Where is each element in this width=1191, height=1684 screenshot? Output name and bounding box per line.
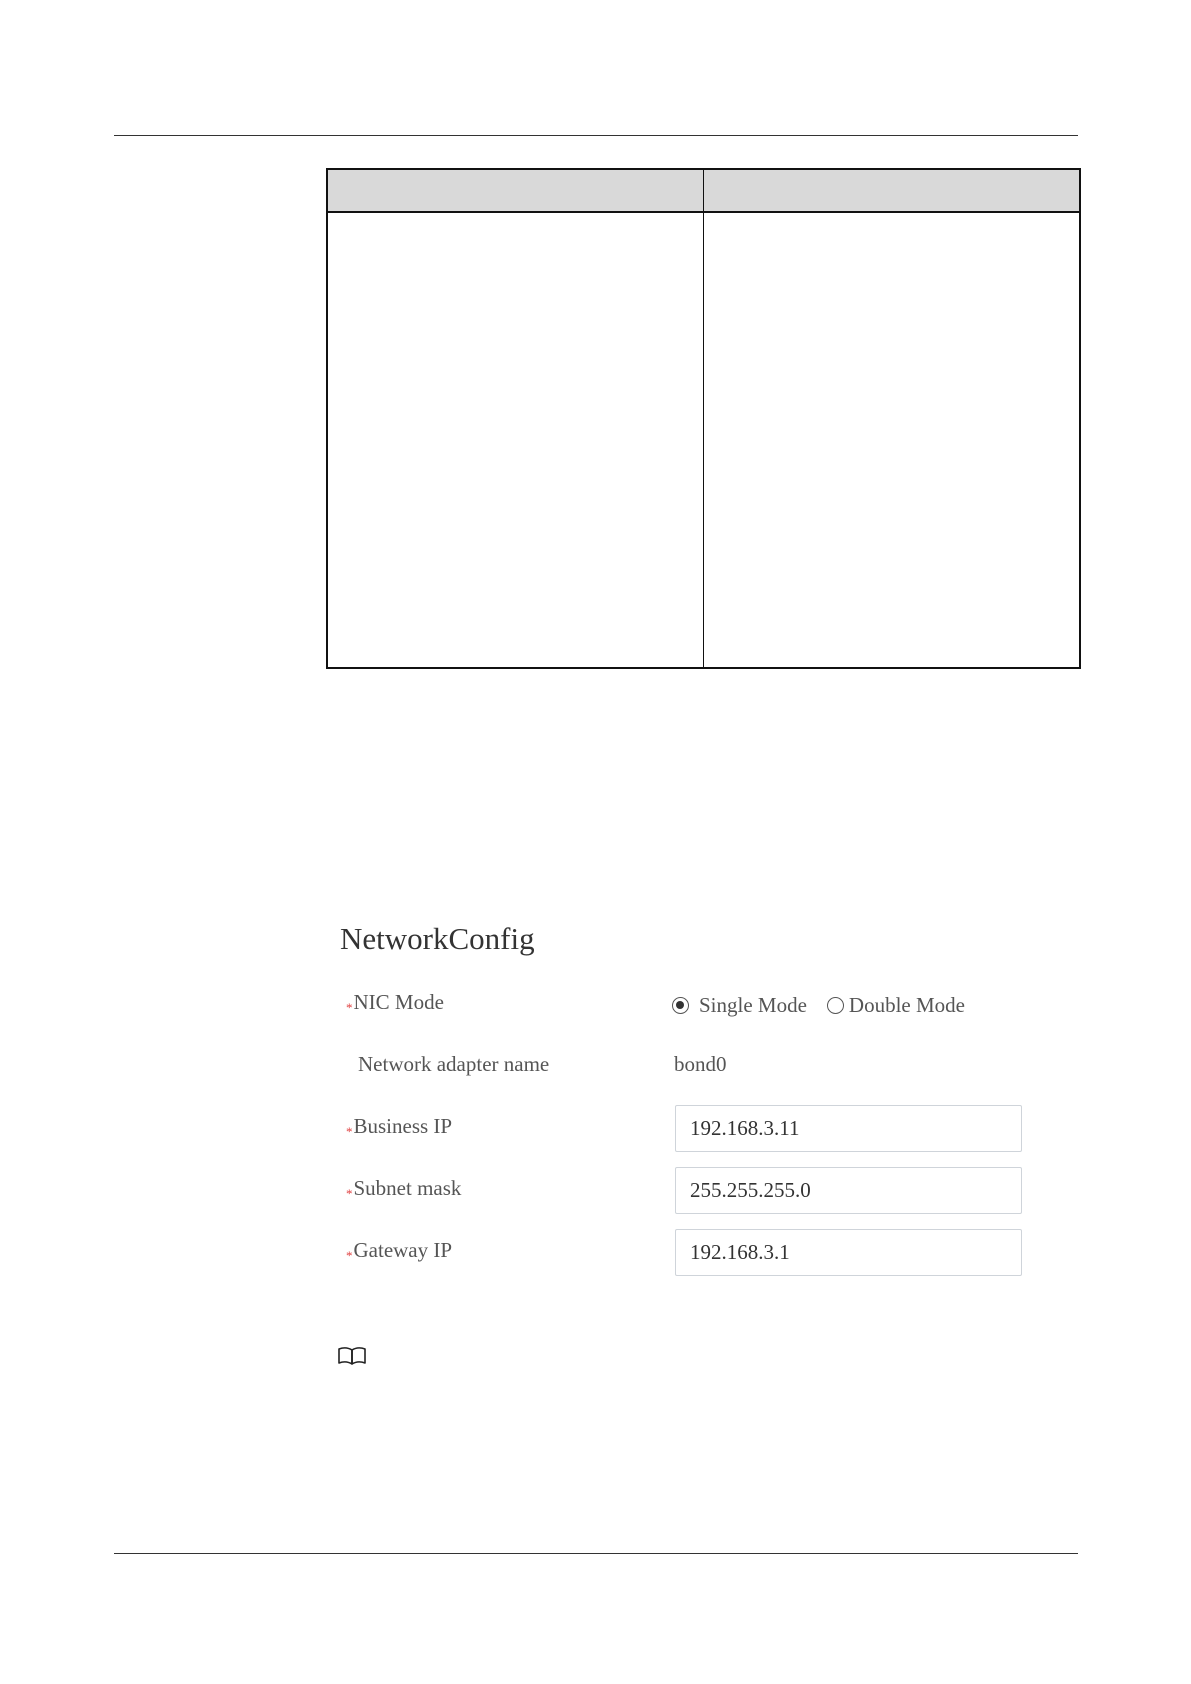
required-marker: * bbox=[346, 1248, 353, 1263]
required-marker: * bbox=[346, 1186, 353, 1201]
required-marker: * bbox=[346, 1124, 353, 1139]
subnet-mask-input[interactable] bbox=[675, 1167, 1022, 1214]
parameter-table bbox=[326, 168, 1081, 669]
adapter-name-label-text: Network adapter name bbox=[358, 1052, 550, 1076]
adapter-name-value: bond0 bbox=[674, 1052, 727, 1076]
business-ip-input[interactable] bbox=[675, 1105, 1022, 1152]
table-column-divider bbox=[703, 170, 704, 667]
double-mode-option[interactable] bbox=[827, 993, 965, 1018]
adapter-name-label bbox=[346, 1052, 549, 1077]
business-ip-label-text: Business IP bbox=[353, 1114, 453, 1138]
single-mode-label: Single Mode bbox=[699, 992, 807, 1017]
gateway-ip-label-text: Gateway IP bbox=[353, 1238, 453, 1262]
header-rule bbox=[114, 135, 1078, 136]
subnet-mask-label-text: Subnet mask bbox=[353, 1176, 462, 1200]
book-icon bbox=[337, 1346, 367, 1366]
network-config-panel bbox=[330, 915, 1070, 1295]
subnet-mask-label bbox=[346, 1176, 461, 1202]
business-ip-label bbox=[346, 1114, 452, 1140]
gateway-ip-input[interactable] bbox=[675, 1229, 1022, 1276]
footer-rule bbox=[114, 1553, 1078, 1554]
required-marker: * bbox=[346, 1000, 353, 1015]
single-mode-radio[interactable] bbox=[672, 997, 689, 1014]
panel-title: NetworkConfig bbox=[340, 921, 535, 956]
nic-mode-radio-group bbox=[672, 990, 965, 1020]
gateway-ip-label bbox=[346, 1238, 452, 1264]
single-mode-option[interactable] bbox=[672, 993, 807, 1018]
double-mode-label: Double Mode bbox=[848, 992, 965, 1017]
nic-mode-label-text: NIC Mode bbox=[353, 990, 444, 1014]
double-mode-radio[interactable] bbox=[827, 997, 844, 1014]
nic-mode-label bbox=[346, 990, 444, 1016]
